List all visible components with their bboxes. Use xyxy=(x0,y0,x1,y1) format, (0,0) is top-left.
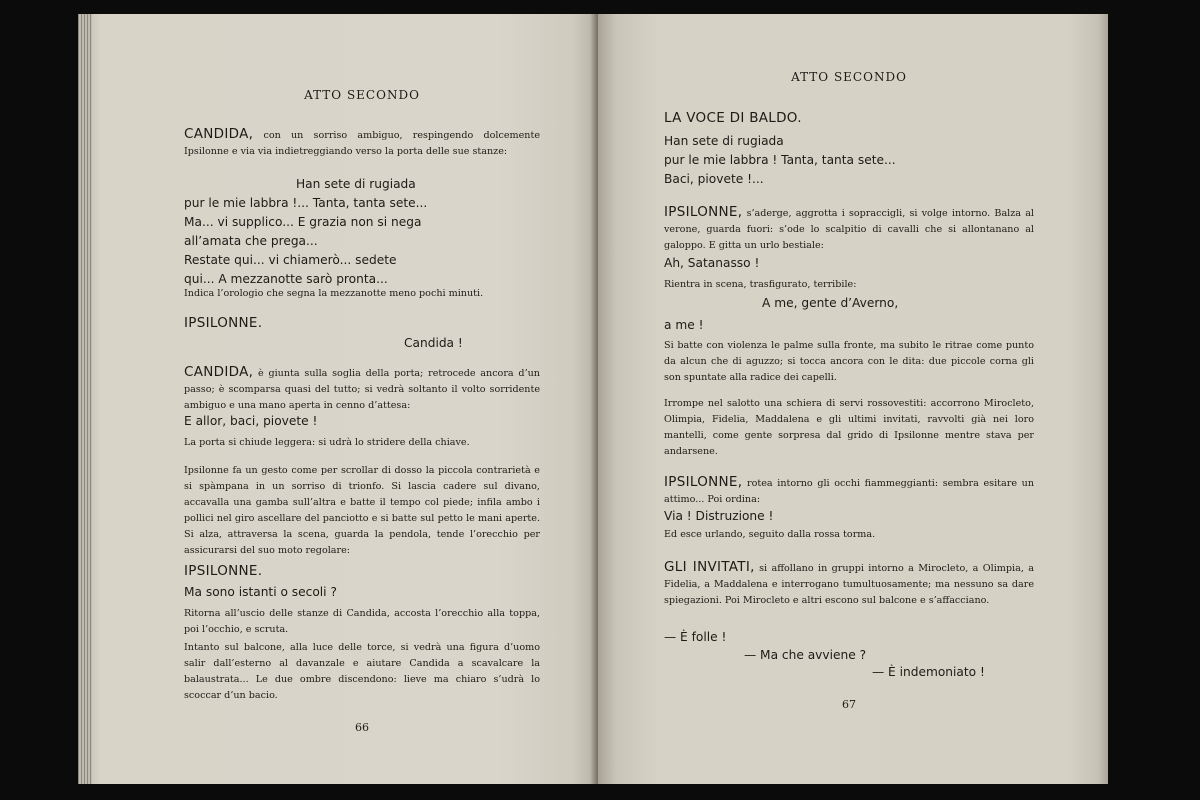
verse-line: — È indemoniato ! xyxy=(872,665,985,679)
verse-line: Candida ! xyxy=(404,336,463,350)
page-number: 66 xyxy=(355,721,369,734)
verse-line: E allor, baci, piovete ! xyxy=(184,414,318,428)
verse-line: all’amata che prega... xyxy=(184,234,318,248)
open-book xyxy=(78,14,1108,784)
verse-line: — Ma che avviene ? xyxy=(744,648,867,662)
verse-line: Baci, piovete !... xyxy=(664,172,764,186)
running-head: ATTO SECONDO xyxy=(304,88,420,102)
verse-line: pur le mie labbra !... Tanta, tanta sete... xyxy=(184,196,428,210)
verse-line: Han sete di rugiada xyxy=(664,134,784,148)
verse-line: qui... A mezzanotte sarò pronta... xyxy=(184,272,388,286)
stage-direction: Rientra in scena, trasfigurato, terribile: xyxy=(664,279,857,290)
stage-direction: IPSILONNE, rotea intorno gli occhi fiammeggianti: sembra esitare un attimo... Poi ordina: xyxy=(664,474,1034,505)
stage-direction: Ed esce urlando, seguito dalla rossa torma. xyxy=(664,529,876,540)
verse-line: Ma sono istanti o secoli ? xyxy=(184,585,337,599)
speaker-name: CANDIDA, xyxy=(184,126,254,142)
stage-direction: La porta si chiude leggera: si udrà lo stridere della chiave. xyxy=(184,437,470,448)
verse-line: a me ! xyxy=(664,318,704,332)
verse-line: Via ! Distruzione ! xyxy=(664,509,774,523)
verse-line: Restate qui... vi chiamerò... sedete xyxy=(184,253,397,267)
speaker-name: IPSILONNE. xyxy=(184,315,263,331)
stage-direction: Si batte con violenza le palme sulla fronte, ma subito le ritrae come punto da alcun che di aguzzo; si tocca ancora con le dita: due piccole corna gli son spuntate alla radice dei capelli. xyxy=(664,340,1034,383)
verse-line: A me, gente d’Averno, xyxy=(762,296,899,310)
stage-direction: IPSILONNE, s’aderge, aggrotta i sopraccigli, si volge intorno. Balza al verone, guarda fuori: s’ode lo scalpitio di cavalli che si allontanano al galoppo. E gitta un urlo bestiale: xyxy=(664,204,1034,251)
speaker-name: IPSILONNE, xyxy=(664,204,743,220)
speaker-name: IPSILONNE. xyxy=(184,563,263,579)
right-page xyxy=(598,14,1108,784)
stage-direction: Intanto sul balcone, alla luce delle torce, si vedrà una figura d’uomo salir dall’esterno al davanzale e aiutare Candida a scavalcare la balaustrata... Le due ombre discendono: lieve ma chiaro s’udrà lo scoccar d’un bacio. xyxy=(184,642,540,701)
page-edges xyxy=(78,14,92,784)
verse-line: Han sete di rugiada xyxy=(296,177,416,191)
speaker-name: GLI INVITATI, xyxy=(664,559,755,575)
stage-direction: Ipsilonne fa un gesto come per scrollar di dosso la piccola contrarietà e si spàmpana in un sorriso di trionfo. Si lascia cadere sul divano, accavalla una gamba sull’altra e batte il tempo col piede; infila ambo i pollici nel giro ascellare del panciotto e si batte sul petto le mani aperte. Si alza, attraversa la scena, guarda la pendola, tende l’orecchio per assicurarsi del suo moto regolare: xyxy=(184,465,540,556)
speaker-name: IPSILONNE, xyxy=(664,474,743,490)
verse-line: Ah, Satanasso ! xyxy=(664,256,760,270)
verse-line: — È folle ! xyxy=(664,630,727,644)
stage-direction: CANDIDA, è giunta sulla soglia della porta; retrocede ancora d’un passo; è scomparsa quasi del tutto; si vedrà soltanto il volto sorridente ambiguo e una mano aperta in cenno d’attesa: xyxy=(184,364,540,411)
verse-line: pur le mie labbra ! Tanta, tanta sete... xyxy=(664,153,896,167)
stage-direction: Indica l’orologio che segna la mezzanotte meno pochi minuti. xyxy=(184,288,484,299)
verse-line: Ma... vi supplico... E grazia non si nega xyxy=(184,215,422,229)
stage-direction: GLI INVITATI, si affollano in gruppi intorno a Mirocleto, a Olimpia, a Fidelia, a Maddalena e interrogano tumultuosamente; ma nessuno sa dare spiegazioni. Poi Mirocleto e altri escono sul balcone e s’affacciano. xyxy=(664,559,1034,606)
stage-direction: Irrompe nel salotto una schiera di servi rossovestiti: accorrono Mirocleto, Olimpia, Fidelia, Maddalena e gli ultimi invitati, ravvolti già nei loro mantelli, come gente sorpresa dal grido di Ipsilonne mentre stava per andarsene. xyxy=(664,398,1034,457)
speaker-name: LA VOCE DI BALDO. xyxy=(664,110,802,126)
stage-direction: CANDIDA, con un sorriso ambiguo, respingendo dolcemente Ipsilonne e via via indietreggiando verso la porta delle sue stanze: xyxy=(184,126,540,157)
left-page xyxy=(78,14,598,784)
stage-direction: Ritorna all’uscio delle stanze di Candida, accosta l’orecchio alla toppa, poi l’occhio, e scruta. xyxy=(184,608,540,635)
page-number: 67 xyxy=(842,698,856,711)
verse-block xyxy=(664,132,1034,189)
verse-block xyxy=(184,175,540,289)
speaker-name: CANDIDA, xyxy=(184,364,254,380)
running-head: ATTO SECONDO xyxy=(791,70,907,84)
